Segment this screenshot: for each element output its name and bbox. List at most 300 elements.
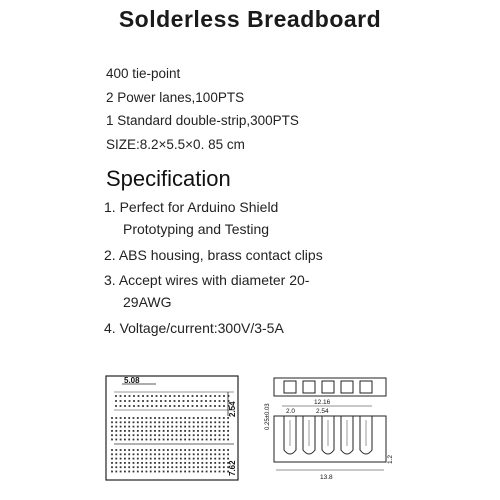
hole	[165, 395, 167, 397]
clip-body	[274, 416, 386, 462]
hole	[156, 405, 158, 407]
hole	[169, 400, 171, 402]
hole	[141, 421, 143, 423]
hole	[171, 439, 173, 441]
hole	[167, 466, 169, 468]
hole	[184, 466, 186, 468]
hole	[201, 430, 203, 432]
hole	[150, 434, 152, 436]
hole	[206, 471, 208, 473]
hole	[197, 434, 199, 436]
hole	[171, 458, 173, 460]
hole	[206, 462, 208, 464]
hole	[201, 400, 203, 402]
hole	[219, 417, 221, 419]
hole	[214, 426, 216, 428]
hole	[176, 417, 178, 419]
hole	[184, 417, 186, 419]
hole	[146, 471, 148, 473]
hole	[210, 426, 212, 428]
hole	[115, 430, 117, 432]
hole	[210, 417, 212, 419]
hole	[180, 426, 182, 428]
hole	[193, 466, 195, 468]
hole	[163, 458, 165, 460]
hole	[163, 426, 165, 428]
dim-bottom-label: 13.8	[320, 474, 333, 481]
hole	[214, 439, 216, 441]
hole	[124, 462, 126, 464]
hole	[219, 405, 221, 407]
item-number: 1.	[104, 199, 116, 215]
clip-slot	[341, 381, 353, 393]
hole	[141, 434, 143, 436]
hole	[193, 430, 195, 432]
hole	[189, 449, 191, 451]
hole	[227, 426, 229, 428]
hole	[219, 462, 221, 464]
spec-double-strip: 1 Standard double-strip,300PTS	[106, 113, 299, 128]
hole	[141, 417, 143, 419]
hole	[163, 462, 165, 464]
hole	[133, 462, 135, 464]
hole	[169, 395, 171, 397]
hole	[214, 466, 216, 468]
hole	[171, 434, 173, 436]
hole	[171, 430, 173, 432]
hole	[120, 439, 122, 441]
hole	[120, 453, 122, 455]
hole	[214, 421, 216, 423]
hole	[206, 421, 208, 423]
hole	[206, 449, 208, 451]
hole	[189, 453, 191, 455]
hole	[223, 426, 225, 428]
hole	[180, 421, 182, 423]
hole	[189, 462, 191, 464]
hole	[180, 471, 182, 473]
hole	[115, 405, 117, 407]
hole	[193, 421, 195, 423]
hole	[163, 439, 165, 441]
hole	[124, 458, 126, 460]
hole	[167, 417, 169, 419]
hole	[206, 434, 208, 436]
hole	[120, 434, 122, 436]
hole	[223, 417, 225, 419]
hole	[158, 417, 160, 419]
hole	[137, 421, 139, 423]
spec-item-4	[104, 317, 284, 339]
hole	[189, 466, 191, 468]
hole	[150, 462, 152, 464]
hole	[223, 434, 225, 436]
clip-row	[284, 381, 372, 393]
hole	[223, 453, 225, 455]
hole	[160, 400, 162, 402]
hole	[196, 405, 198, 407]
hole	[210, 395, 212, 397]
dim-pitch-left-label: 2.0	[286, 408, 296, 415]
hole	[142, 400, 144, 402]
hole	[171, 471, 173, 473]
hole	[124, 466, 126, 468]
hole	[197, 439, 199, 441]
hole	[128, 430, 130, 432]
hole	[167, 449, 169, 451]
hole	[154, 430, 156, 432]
hole	[210, 466, 212, 468]
hole	[146, 426, 148, 428]
hole	[167, 453, 169, 455]
hole	[111, 439, 113, 441]
hole	[180, 466, 182, 468]
hole	[201, 395, 203, 397]
hole	[193, 471, 195, 473]
hole	[120, 421, 122, 423]
hole	[219, 439, 221, 441]
hole	[210, 405, 212, 407]
hole	[133, 405, 135, 407]
clip-slot	[303, 381, 315, 393]
hole	[219, 458, 221, 460]
hole	[214, 453, 216, 455]
hole	[141, 439, 143, 441]
item-continuation: Prototyping and Testing	[123, 221, 270, 237]
hole	[124, 471, 126, 473]
item-number: 3.	[104, 272, 116, 288]
dim-left-vertical-label: 0.25±0.03	[265, 403, 271, 430]
spec-item-1	[104, 196, 278, 240]
hole	[187, 400, 189, 402]
hole	[124, 417, 126, 419]
hole	[163, 466, 165, 468]
hole	[133, 449, 135, 451]
hole	[156, 400, 158, 402]
hole	[154, 453, 156, 455]
hole	[219, 453, 221, 455]
hole	[223, 458, 225, 460]
hole	[169, 405, 171, 407]
hole	[137, 426, 139, 428]
hole	[124, 430, 126, 432]
hole	[214, 395, 216, 397]
hole	[193, 426, 195, 428]
hole	[193, 434, 195, 436]
hole	[129, 395, 131, 397]
hole	[146, 462, 148, 464]
hole	[150, 421, 152, 423]
item-number: 2.	[104, 247, 116, 263]
hole	[137, 458, 139, 460]
hole	[210, 434, 212, 436]
hole	[124, 449, 126, 451]
hole	[163, 417, 165, 419]
hole	[223, 400, 225, 402]
hole	[133, 453, 135, 455]
hole	[189, 421, 191, 423]
hole	[187, 405, 189, 407]
dim-right-bottom-label: 7.62	[228, 460, 237, 476]
hole	[141, 426, 143, 428]
hole	[184, 421, 186, 423]
hole	[219, 430, 221, 432]
hole	[219, 421, 221, 423]
hole	[137, 453, 139, 455]
hole	[219, 471, 221, 473]
hole	[210, 449, 212, 451]
hole	[158, 421, 160, 423]
hole	[163, 453, 165, 455]
hole	[150, 449, 152, 451]
hole	[133, 421, 135, 423]
hole	[189, 426, 191, 428]
hole	[197, 417, 199, 419]
hole	[129, 400, 131, 402]
hole	[187, 395, 189, 397]
hole	[124, 400, 126, 402]
hole	[111, 417, 113, 419]
hole	[128, 453, 130, 455]
hole	[137, 439, 139, 441]
hole	[171, 421, 173, 423]
hole	[141, 430, 143, 432]
hole	[174, 395, 176, 397]
item-text: ABS housing, brass contact clips	[118, 247, 323, 263]
hole	[154, 466, 156, 468]
hole	[165, 405, 167, 407]
hole	[154, 458, 156, 460]
hole	[201, 462, 203, 464]
hole	[146, 449, 148, 451]
hole	[141, 453, 143, 455]
hole	[120, 449, 122, 451]
hole	[141, 471, 143, 473]
hole	[176, 453, 178, 455]
hole	[227, 430, 229, 432]
hole	[184, 471, 186, 473]
hole	[146, 458, 148, 460]
hole	[128, 421, 130, 423]
hole	[197, 449, 199, 451]
hole	[210, 421, 212, 423]
hole	[176, 462, 178, 464]
hole	[165, 400, 167, 402]
hole	[111, 426, 113, 428]
hole	[133, 430, 135, 432]
hole	[120, 400, 122, 402]
hole	[197, 430, 199, 432]
spec-tie-points: 400 tie-point	[106, 66, 181, 81]
hole	[178, 405, 180, 407]
hole	[115, 439, 117, 441]
hole	[176, 434, 178, 436]
hole	[158, 439, 160, 441]
hole	[111, 471, 113, 473]
hole	[124, 405, 126, 407]
hole	[150, 430, 152, 432]
hole	[171, 426, 173, 428]
hole	[133, 426, 135, 428]
hole	[210, 439, 212, 441]
hole	[120, 458, 122, 460]
hole	[227, 434, 229, 436]
hole	[154, 462, 156, 464]
hole	[176, 430, 178, 432]
hole	[133, 471, 135, 473]
hole	[183, 395, 185, 397]
hole	[133, 400, 135, 402]
hole	[201, 458, 203, 460]
hole	[193, 462, 195, 464]
hole	[206, 417, 208, 419]
hole	[210, 458, 212, 460]
hole	[115, 471, 117, 473]
hole	[120, 426, 122, 428]
dim-top-label: 12.16	[314, 399, 331, 406]
hole	[176, 466, 178, 468]
specification-heading: Specification	[106, 166, 231, 191]
hole	[167, 430, 169, 432]
hole	[184, 426, 186, 428]
hole	[193, 417, 195, 419]
hole	[201, 405, 203, 407]
hole	[219, 400, 221, 402]
clip-slot	[284, 381, 296, 393]
hole	[128, 471, 130, 473]
hole	[133, 434, 135, 436]
hole	[111, 453, 113, 455]
hole	[214, 417, 216, 419]
hole	[115, 417, 117, 419]
hole	[128, 466, 130, 468]
hole	[154, 434, 156, 436]
hole	[227, 453, 229, 455]
hole	[193, 439, 195, 441]
hole	[115, 421, 117, 423]
hole	[154, 471, 156, 473]
hole	[154, 426, 156, 428]
hole	[138, 395, 140, 397]
hole	[128, 458, 130, 460]
hole	[111, 434, 113, 436]
hole	[210, 400, 212, 402]
hole	[142, 405, 144, 407]
hole	[163, 471, 165, 473]
hole	[219, 449, 221, 451]
hole	[150, 453, 152, 455]
hole	[128, 434, 130, 436]
hole	[115, 426, 117, 428]
hole	[115, 395, 117, 397]
hole	[184, 449, 186, 451]
hole	[111, 458, 113, 460]
hole	[115, 466, 117, 468]
hole	[163, 449, 165, 451]
hole	[171, 417, 173, 419]
item-text: Accept wires with diameter 20-	[118, 272, 310, 288]
hole	[206, 430, 208, 432]
hole	[158, 449, 160, 451]
hole	[201, 434, 203, 436]
hole	[150, 471, 152, 473]
hole	[120, 471, 122, 473]
hole	[206, 458, 208, 460]
hole	[154, 439, 156, 441]
hole	[120, 466, 122, 468]
hole	[205, 405, 207, 407]
hole	[111, 449, 113, 451]
hole	[115, 462, 117, 464]
spec-item-2	[104, 244, 323, 266]
hole	[138, 400, 140, 402]
hole	[128, 439, 130, 441]
hole	[214, 462, 216, 464]
hole	[178, 395, 180, 397]
hole	[174, 400, 176, 402]
hole	[141, 462, 143, 464]
hole	[133, 395, 135, 397]
hole	[197, 471, 199, 473]
hole	[196, 395, 198, 397]
hole	[137, 434, 139, 436]
hole	[115, 449, 117, 451]
hole	[151, 395, 153, 397]
hole	[124, 395, 126, 397]
hole	[214, 434, 216, 436]
dim-right-top-label: 2.54	[228, 401, 237, 417]
hole	[193, 458, 195, 460]
hole	[178, 400, 180, 402]
hole	[201, 439, 203, 441]
hole	[120, 462, 122, 464]
spec-item-3	[104, 269, 309, 313]
hole	[176, 426, 178, 428]
hole	[197, 421, 199, 423]
hole	[120, 405, 122, 407]
hole	[124, 453, 126, 455]
hole	[147, 405, 149, 407]
hole	[111, 430, 113, 432]
hole	[141, 458, 143, 460]
item-number: 4.	[104, 320, 116, 336]
hole-grid	[111, 395, 229, 472]
hole	[150, 417, 152, 419]
hole	[147, 400, 149, 402]
hole	[219, 434, 221, 436]
hole	[206, 426, 208, 428]
hole	[167, 458, 169, 460]
hole	[183, 405, 185, 407]
hole	[227, 458, 229, 460]
hole	[184, 439, 186, 441]
hole	[146, 453, 148, 455]
hole	[158, 430, 160, 432]
hole	[214, 471, 216, 473]
hole	[137, 449, 139, 451]
hole	[201, 426, 203, 428]
hole	[197, 466, 199, 468]
hole	[192, 405, 194, 407]
hole	[201, 417, 203, 419]
hole	[205, 400, 207, 402]
hole	[128, 426, 130, 428]
hole	[214, 458, 216, 460]
hole	[133, 439, 135, 441]
dim-top-label: 5.08	[124, 376, 140, 385]
hole	[214, 400, 216, 402]
hole	[167, 434, 169, 436]
